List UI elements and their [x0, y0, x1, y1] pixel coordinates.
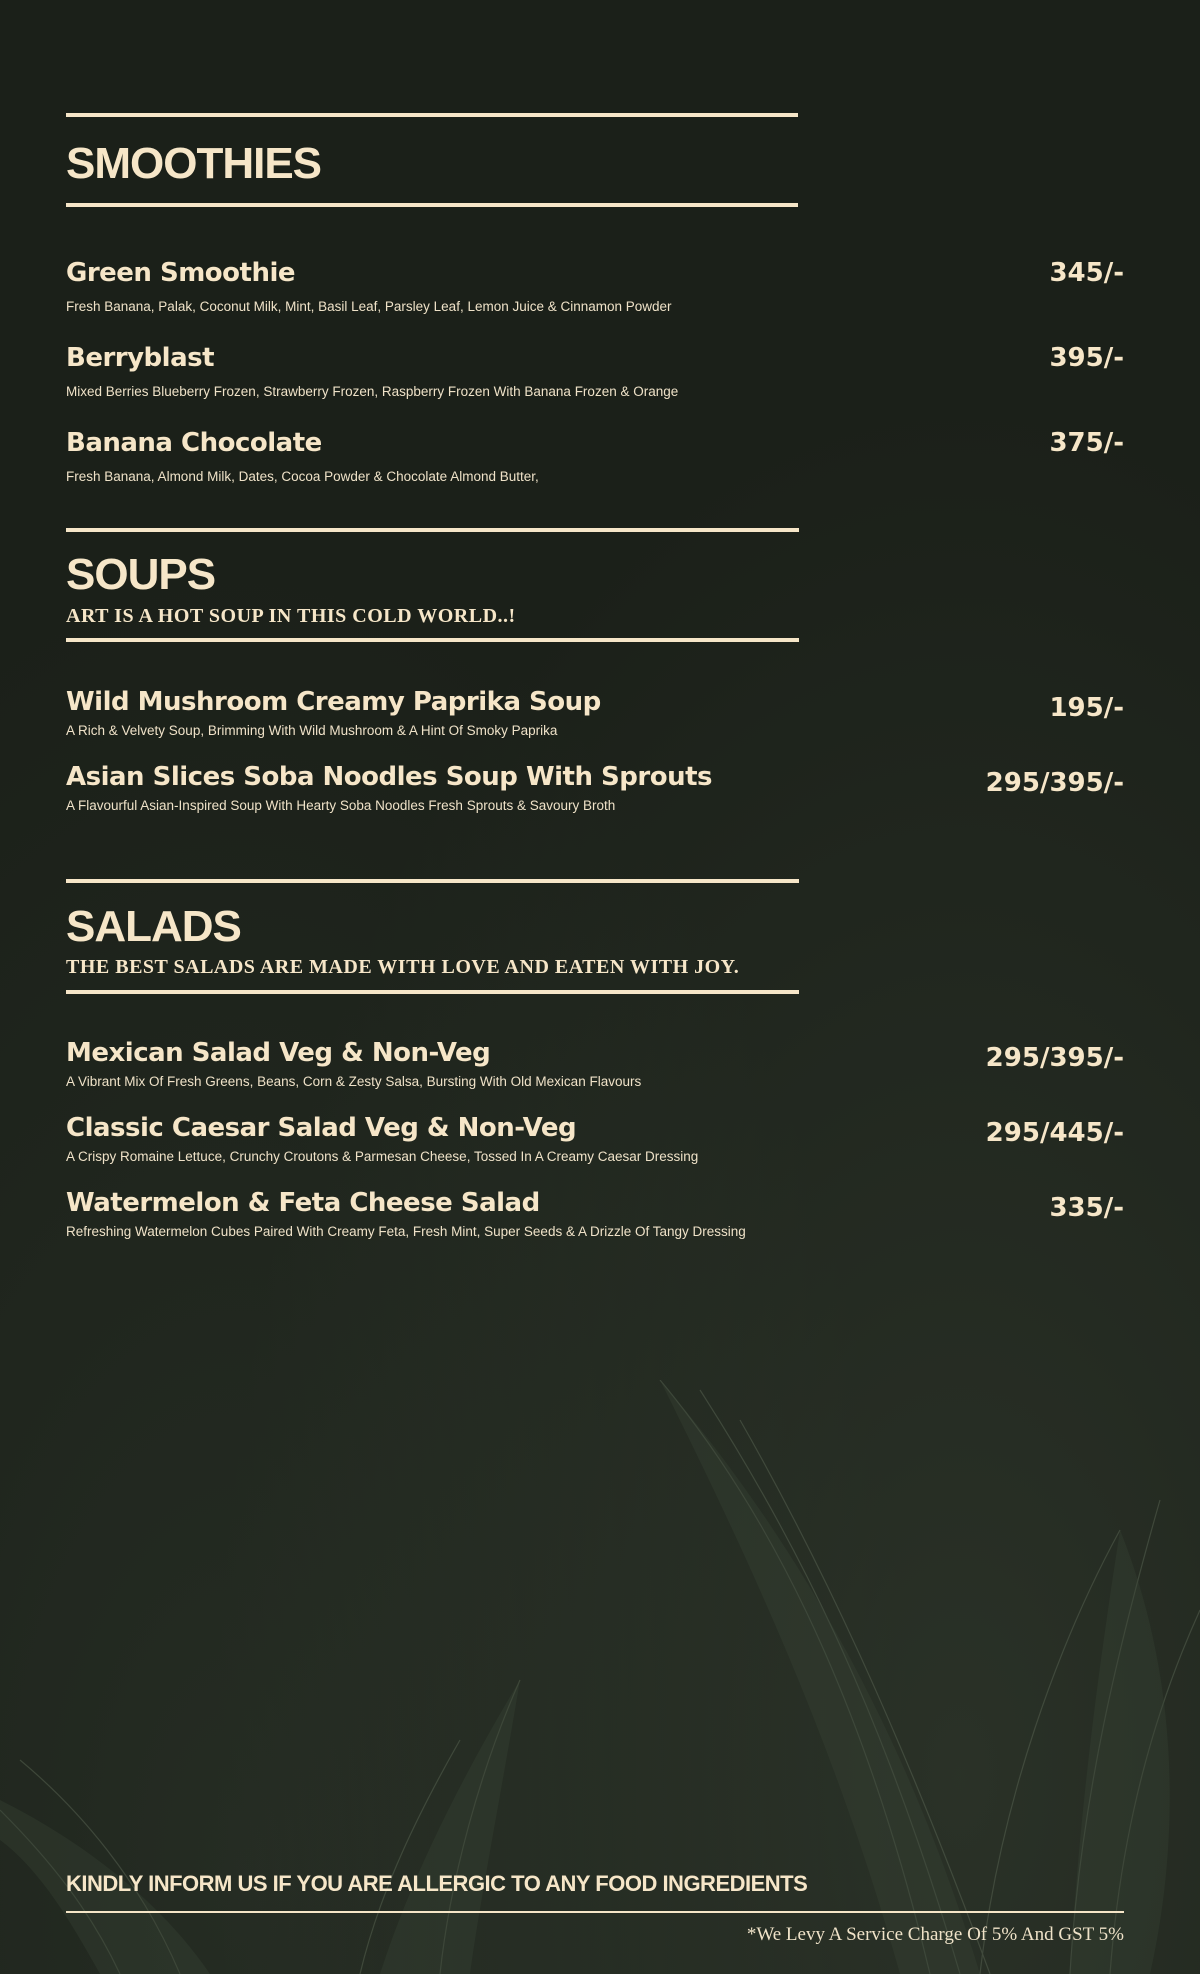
salads-bottom-rule — [66, 990, 799, 994]
item-description: Fresh Banana, Palak, Coconut Milk, Mint, Basil Leaf, Parsley Leaf, Lemon Juice & Cinnamon Powder — [66, 299, 672, 314]
item-name: Watermelon & Feta Cheese Salad — [66, 1188, 540, 1218]
item-name: Berryblast — [66, 343, 215, 373]
soups-bottom-rule — [66, 638, 799, 642]
item-name: Classic Caesar Salad Veg & Non-Veg — [66, 1113, 577, 1143]
item-price: 195/- — [1049, 693, 1124, 723]
section-title-smoothies: SMOOTHIES — [66, 139, 322, 188]
smoothies-top-rule — [66, 113, 798, 117]
item-name: Banana Chocolate — [66, 428, 322, 458]
item-description: Refreshing Watermelon Cubes Paired With Creamy Feta, Fresh Mint, Super Seeds & A Drizzle Of Tangy Dressing — [66, 1224, 746, 1239]
item-name: Asian Slices Soba Noodles Soup With Sprouts — [66, 762, 712, 792]
item-description: A Vibrant Mix Of Fresh Greens, Beans, Corn & Zesty Salsa, Bursting With Old Mexican Flavours — [66, 1074, 642, 1089]
item-price: 295/445/- — [985, 1118, 1124, 1148]
item-name: Wild Mushroom Creamy Paprika Soup — [66, 687, 601, 717]
item-name: Green Smoothie — [66, 258, 296, 288]
soups-top-rule — [66, 528, 799, 532]
item-name: Mexican Salad Veg & Non-Veg — [66, 1038, 491, 1068]
service-charge-note: *We Levy A Service Charge Of 5% And GST 5% — [746, 1924, 1124, 1945]
item-price: 345/- — [1049, 258, 1124, 288]
item-price: 375/- — [1049, 428, 1124, 458]
item-description: A Flavourful Asian-Inspired Soup With Hearty Soba Noodles Fresh Sprouts & Savoury Broth — [66, 798, 616, 813]
smoothies-bottom-rule — [66, 203, 798, 207]
item-price: 295/395/- — [985, 768, 1124, 798]
item-price: 295/395/- — [985, 1043, 1124, 1073]
section-subtitle-soups: ART IS A HOT SOUP IN THIS COLD WORLD..! — [66, 605, 516, 627]
item-price: 335/- — [1049, 1193, 1124, 1223]
salads-top-rule — [66, 879, 799, 883]
allergy-note: KINDLY INFORM US IF YOU ARE ALLERGIC TO ANY FOOD INGREDIENTS — [66, 1871, 808, 1896]
footer-rule — [66, 1911, 1124, 1913]
item-description: Fresh Banana, Almond Milk, Dates, Cocoa Powder & Chocolate Almond Butter, — [66, 469, 539, 484]
item-description: A Rich & Velvety Soup, Brimming With Wild Mushroom & A Hint Of Smoky Paprika — [66, 723, 558, 738]
section-title-soups: SOUPS — [66, 550, 216, 599]
section-subtitle-salads: THE BEST SALADS ARE MADE WITH LOVE AND EATEN WITH JOY. — [66, 956, 740, 978]
item-price: 395/- — [1049, 343, 1124, 373]
item-description: Mixed Berries Blueberry Frozen, Strawberry Frozen, Raspberry Frozen With Banana Frozen & Orange — [66, 384, 679, 399]
item-description: A Crispy Romaine Lettuce, Crunchy Croutons & Parmesan Cheese, Tossed In A Creamy Caesar Dressing — [66, 1149, 699, 1164]
section-title-salads: SALADS — [66, 902, 241, 951]
